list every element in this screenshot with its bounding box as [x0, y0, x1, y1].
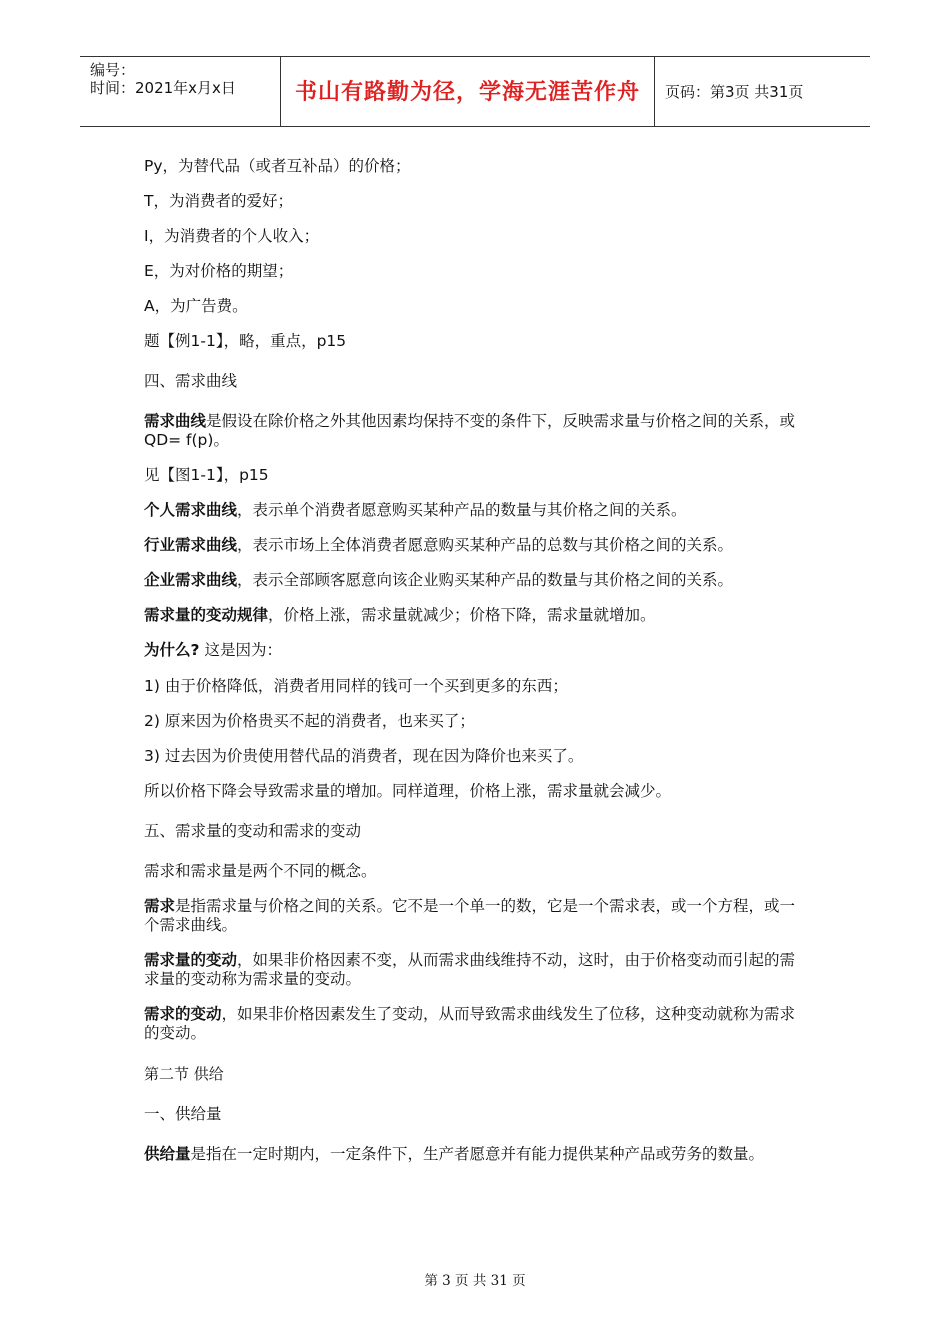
doc-date-label: 时间：2021年x月x日: [90, 79, 236, 97]
paragraph-individual-curve: [144, 501, 804, 520]
reason-2: 2) 原来因为价格贵买不起的消费者，也来买了；: [144, 712, 475, 730]
reason-1: 1) 由于价格降低，消费者用同样的钱可一个买到更多的东西；: [144, 677, 568, 695]
term-supply-quantity: 供给量: [144, 1145, 191, 1163]
def-demand-law: ，价格上涨，需求量就减少；价格下降，需求量就增加。: [268, 606, 656, 624]
paragraph-supply-quantity: [144, 1145, 804, 1164]
def-demand-curve: 是假设在除价格之外其他因素均保持不变的条件下，反映需求量与价格之间的关系，或QD= f(p)。: [144, 412, 796, 449]
doc-number-label: 编号：: [90, 61, 136, 79]
conclusion: 所以价格下降会导致需求量的增加。同样道理，价格上涨，需求量就会减少。: [144, 782, 672, 800]
def-supply-quantity: 是指在一定时期内，一定条件下，生产者愿意并有能力提供某种产品或劳务的数量。: [190, 1145, 765, 1163]
supply-heading-1: 一、供给量: [144, 1105, 222, 1123]
term-individual-curve: 个人需求曲线: [144, 501, 238, 519]
def-demand: 是指需求量与价格之间的关系。它不是一个单一的数，它是一个需求表，或一个方程，或一个需求曲线。: [144, 897, 796, 934]
paragraph-demand-change: [144, 1005, 804, 1043]
section-heading-5: 五、需求量的变动和需求的变动: [144, 822, 362, 840]
term-demand-law: 需求量的变动规律: [144, 606, 269, 624]
def-quantity-change: ，如果非价格因素不变，从而需求曲线维持不动，这时，由于价格变动而引起的需求量的变动称为需求量的变动。: [144, 951, 796, 988]
header-motto-cell: [281, 57, 655, 126]
chapter-section-heading: 第二节 供给: [144, 1065, 224, 1083]
def-industry-curve: ，表示市场上全体消费者愿意购买某种产品的总数与其价格之间的关系。: [237, 536, 734, 554]
term-demand-curve: 需求曲线: [144, 412, 207, 430]
reason-3: 3) 过去因为价贵使用替代品的消费者，现在因为降价也来买了。: [144, 747, 584, 765]
variable-i: I，为消费者的个人收入；: [144, 227, 320, 245]
term-industry-curve: 行业需求曲线: [144, 536, 238, 554]
two-concepts: 需求和需求量是两个不同的概念。: [144, 862, 377, 880]
page-footer: 第 3 页 共 31 页: [424, 1273, 526, 1289]
header-page-label: 页码：第3页 共31页: [665, 83, 804, 101]
paragraph-quantity-change: [144, 951, 804, 989]
variable-py: Py，为替代品（或者互补品）的价格；: [144, 157, 411, 175]
term-quantity-change: 需求量的变动: [144, 951, 238, 969]
term-demand-change: 需求的变动: [144, 1005, 222, 1023]
def-firm-curve: ，表示全部顾客愿意向该企业购买某种产品的数量与其价格之间的关系。: [237, 571, 734, 589]
def-demand-change: ，如果非价格因素发生了变动，从而导致需求曲线发生了位移，这种变动就称为需求的变动。: [144, 1005, 796, 1042]
paragraph-demand-curve: [144, 412, 804, 450]
variable-t: T，为消费者的爱好；: [144, 192, 293, 210]
paragraph-why: [144, 641, 804, 660]
example-reference: 题【例1-1】，略，重点，p15: [144, 332, 347, 350]
def-individual-curve: ，表示单个消费者愿意购买某种产品的数量与其价格之间的关系。: [237, 501, 687, 519]
term-firm-curve: 企业需求曲线: [144, 571, 238, 589]
variable-a: A，为广告费。: [144, 297, 248, 315]
section-heading-4: 四、需求曲线: [144, 372, 238, 390]
paragraph-demand: [144, 897, 804, 935]
variable-e: E，为对价格的期望；: [144, 262, 294, 280]
term-demand: 需求: [144, 897, 176, 915]
header-motto: 书山有路勤为径，学海无涯苦作舟: [294, 79, 640, 105]
paragraph-demand-law: [144, 606, 804, 625]
paragraph-firm-curve: [144, 571, 804, 590]
def-why: 这是因为：: [204, 641, 282, 659]
header-page-cell: [655, 57, 870, 126]
header-meta-cell: [80, 57, 281, 126]
figure-reference: 见【图1-1】，p15: [144, 466, 269, 484]
header-table: [80, 56, 870, 127]
term-why: 为什么?: [144, 641, 200, 659]
paragraph-industry-curve: [144, 536, 804, 555]
